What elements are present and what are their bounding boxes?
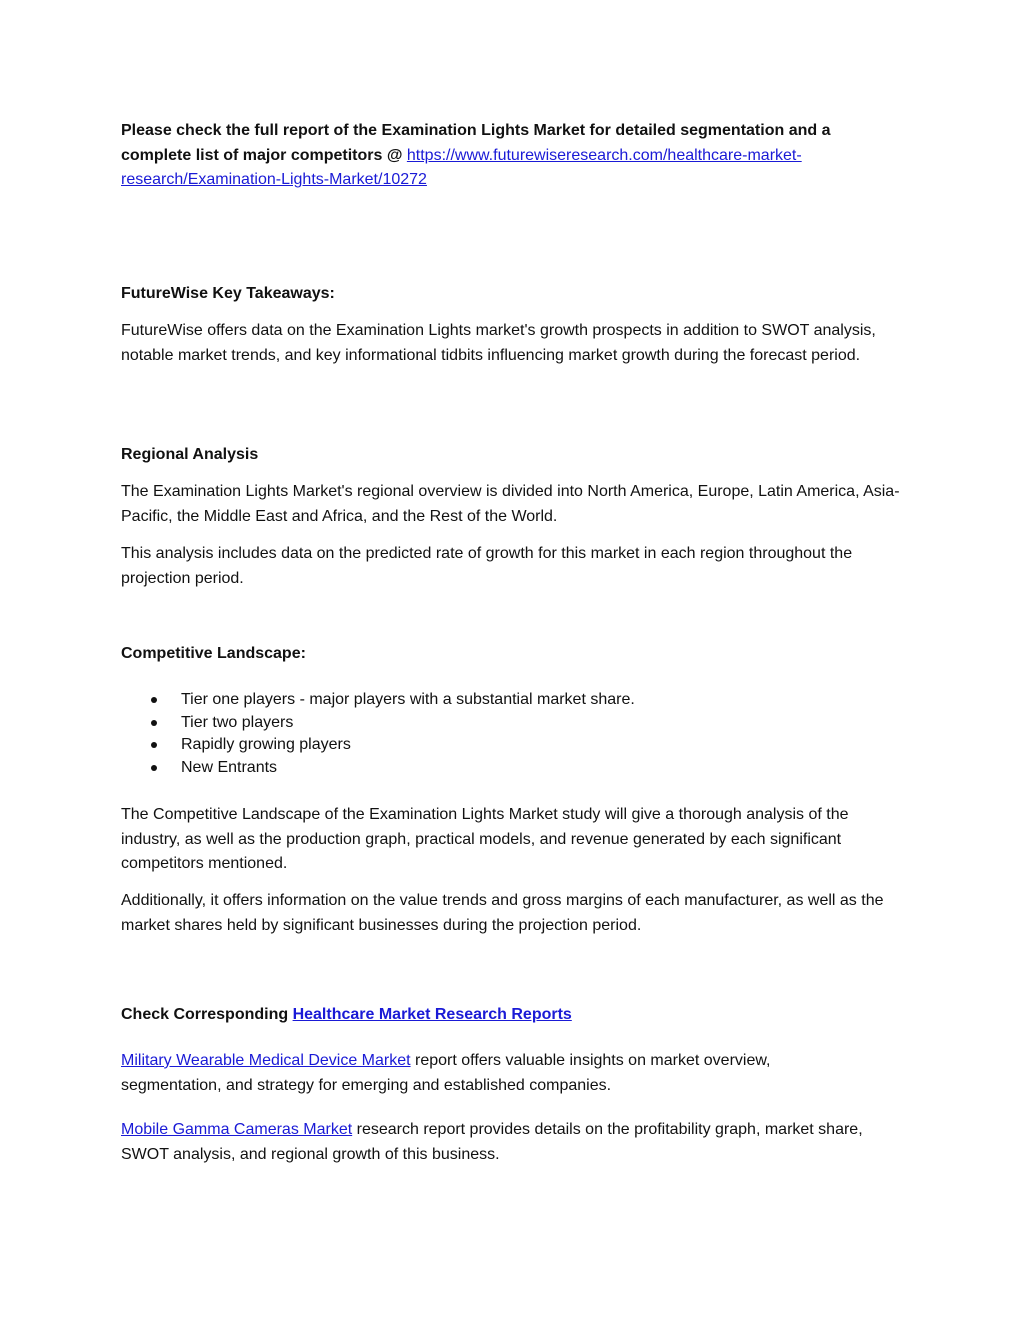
related-report-1-text: report offers valuable insights on market overview, segmentation, and strategy for emerging and established companies. xyxy=(121,1052,771,1094)
intro-paragraph xyxy=(121,119,866,193)
regional-heading: Regional Analysis xyxy=(121,446,259,463)
competitive-paragraph-1: The Competitive Landscape of the Examination Lights Market study will give a thorough analysis of the industry, as well as the production graph, practical models, and revenue generated by each significant competitors mentioned. xyxy=(121,806,849,872)
bullet-text: Rapidly growing players xyxy=(181,736,351,753)
related-report-2 xyxy=(121,1118,871,1167)
bullet-icon xyxy=(151,742,157,748)
takeaways-heading: FutureWise Key Takeaways: xyxy=(121,285,335,302)
list-item xyxy=(121,689,911,712)
list-item xyxy=(121,734,911,757)
regional-paragraph-1: The Examination Lights Market's regional overview is divided into North America, Europe, Latin America, Asia-Pacific, the Middle East and Africa, and the Rest of the World. xyxy=(121,483,900,525)
bullet-text: Tier one players - major players with a substantial market share. xyxy=(181,691,635,708)
mobile-gamma-link[interactable]: Mobile Gamma Cameras Market xyxy=(121,1121,353,1138)
bullet-text: New Entrants xyxy=(181,758,278,776)
bullet-icon xyxy=(151,765,157,771)
bullet-icon xyxy=(151,720,157,726)
bullet-icon xyxy=(151,697,157,703)
bullet-text: Tier two players xyxy=(181,713,294,731)
competitive-paragraph-2: Additionally, it offers information on the value trends and gross margins of each manufacturer, as well as the market shares held by significant businesses during the projection period. xyxy=(121,892,884,934)
intro-text: Please check the full report of the Examination Lights Market for detailed segmentation and a complete list of major competitors @ xyxy=(121,122,831,164)
takeaways-body: FutureWise offers data on the Examination Lights market's growth prospects in addition to SWOT analysis, notable market trends, and key informational tidbits influencing market growth during the forecast period. xyxy=(121,322,876,364)
competitive-bullet-list xyxy=(121,689,911,779)
corresponding-label: Check Corresponding xyxy=(121,1006,293,1023)
healthcare-reports-link[interactable]: Healthcare Market Research Reports xyxy=(292,1006,572,1023)
corresponding-line xyxy=(121,1003,911,1028)
related-report-2-text: research report provides details on the profitability graph, market share, SWOT analysis, and regional growth of this business. xyxy=(121,1121,863,1163)
military-wearable-link[interactable]: Military Wearable Medical Device Market xyxy=(121,1052,411,1069)
list-item xyxy=(121,757,911,780)
list-item xyxy=(121,712,911,735)
related-report-1 xyxy=(121,1049,841,1098)
regional-paragraph-2: This analysis includes data on the predicted rate of growth for this market in each region throughout the projection period. xyxy=(121,545,853,587)
competitive-heading: Competitive Landscape: xyxy=(121,645,306,662)
report-link[interactable]: https://www.futurewiseresearch.com/healthcare-market-research/Examination-Lights-Market/10272 xyxy=(121,146,802,188)
